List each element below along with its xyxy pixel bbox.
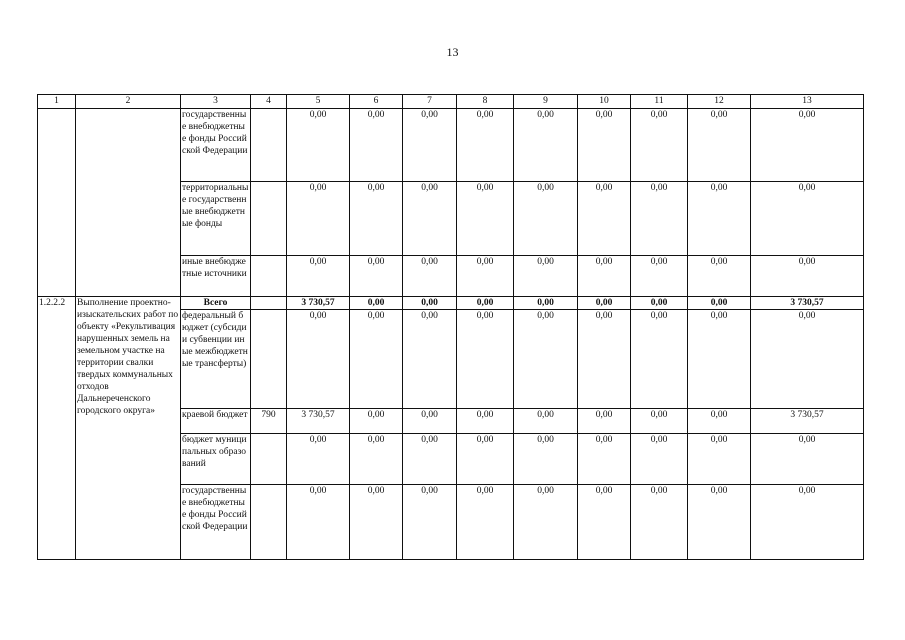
value-cell: 0,00 — [457, 109, 514, 182]
header-cell: 2 — [76, 95, 181, 109]
value-cell: 0,00 — [287, 434, 350, 485]
value-cell: 0,00 — [631, 256, 688, 297]
funding-source-cell: территориальные государственные внебюджетные фонды — [181, 182, 251, 256]
value-cell: 0,00 — [457, 297, 514, 310]
value-cell: 0,00 — [688, 297, 751, 310]
header-row — [38, 95, 864, 109]
value-cell: 0,00 — [514, 256, 578, 297]
value-cell: 0,00 — [403, 409, 457, 434]
value-cell: 0,00 — [578, 109, 631, 182]
value-cell: 0,00 — [457, 310, 514, 409]
value-cell: 0,00 — [403, 485, 457, 560]
code-cell — [251, 297, 287, 310]
value-cell: 0,00 — [631, 310, 688, 409]
value-cell: 0,00 — [457, 182, 514, 256]
value-cell: 0,00 — [403, 297, 457, 310]
item-name-cell: Выполнение проектно-изыскательских работ по объекту «Рекультивация нарушенных земель на земельном участке на территории свалки твердых коммунальных отходов Дальнереченского городского округа» — [76, 297, 181, 560]
funding-source-cell: государственные внебюджетные фонды Российской Федерации — [181, 109, 251, 182]
header-cell: 8 — [457, 95, 514, 109]
value-cell: 0,00 — [287, 109, 350, 182]
value-cell: 0,00 — [578, 485, 631, 560]
value-cell: 0,00 — [631, 434, 688, 485]
code-cell — [251, 182, 287, 256]
value-cell: 0,00 — [688, 256, 751, 297]
budget-table — [37, 94, 864, 560]
row-number-cell — [38, 109, 76, 297]
value-cell: 0,00 — [631, 182, 688, 256]
value-cell: 0,00 — [457, 485, 514, 560]
value-cell: 0,00 — [631, 409, 688, 434]
value-cell: 0,00 — [631, 109, 688, 182]
value-cell: 0,00 — [751, 109, 864, 182]
value-cell: 0,00 — [403, 256, 457, 297]
value-cell: 0,00 — [751, 434, 864, 485]
value-cell: 0,00 — [514, 409, 578, 434]
value-cell: 0,00 — [287, 256, 350, 297]
value-cell: 0,00 — [403, 182, 457, 256]
header-cell: 6 — [350, 95, 403, 109]
header-cell: 1 — [38, 95, 76, 109]
value-cell: 0,00 — [350, 297, 403, 310]
total-label-cell: Всего — [181, 297, 251, 310]
value-cell: 0,00 — [403, 109, 457, 182]
value-cell: 0,00 — [514, 434, 578, 485]
value-cell: 0,00 — [688, 310, 751, 409]
value-cell: 0,00 — [751, 485, 864, 560]
value-cell: 0,00 — [631, 485, 688, 560]
value-cell: 0,00 — [514, 485, 578, 560]
value-cell: 0,00 — [688, 109, 751, 182]
item-number-cell: 1.2.2.2 — [38, 297, 76, 560]
value-cell: 0,00 — [403, 310, 457, 409]
header-cell: 11 — [631, 95, 688, 109]
value-cell: 0,00 — [688, 182, 751, 256]
page-number: 13 — [446, 45, 459, 59]
value-cell: 0,00 — [751, 310, 864, 409]
value-cell: 0,00 — [514, 182, 578, 256]
funding-source-cell: бюджет муниципальных образований — [181, 434, 251, 485]
value-cell: 0,00 — [751, 182, 864, 256]
value-cell: 0,00 — [688, 409, 751, 434]
value-cell: 0,00 — [403, 434, 457, 485]
value-cell: 0,00 — [688, 434, 751, 485]
value-cell: 0,00 — [350, 409, 403, 434]
funding-source-cell: иные внебюджетные источники — [181, 256, 251, 297]
value-cell: 0,00 — [514, 109, 578, 182]
value-cell: 3 730,57 — [751, 409, 864, 434]
header-cell: 4 — [251, 95, 287, 109]
code-cell — [251, 256, 287, 297]
value-cell: 0,00 — [350, 434, 403, 485]
funding-source-cell: государственные внебюджетные фонды Российской Федерации — [181, 485, 251, 560]
item-name-cell — [76, 109, 181, 297]
value-cell: 0,00 — [287, 182, 350, 256]
header-cell: 9 — [514, 95, 578, 109]
code-cell — [251, 434, 287, 485]
value-cell: 0,00 — [578, 182, 631, 256]
value-cell: 0,00 — [751, 256, 864, 297]
funding-source-cell: краевой бюджет — [181, 409, 251, 434]
value-cell: 0,00 — [578, 297, 631, 310]
table-row — [38, 109, 864, 182]
code-cell: 790 — [251, 409, 287, 434]
value-cell: 3 730,57 — [287, 297, 350, 310]
code-cell — [251, 109, 287, 182]
header-cell: 10 — [578, 95, 631, 109]
value-cell: 0,00 — [457, 409, 514, 434]
value-cell: 0,00 — [514, 297, 578, 310]
header-cell: 3 — [181, 95, 251, 109]
header-cell: 7 — [403, 95, 457, 109]
value-cell: 0,00 — [350, 485, 403, 560]
value-cell: 0,00 — [350, 182, 403, 256]
value-cell: 0,00 — [578, 310, 631, 409]
value-cell: 0,00 — [350, 256, 403, 297]
value-cell: 0,00 — [287, 485, 350, 560]
value-cell: 0,00 — [631, 297, 688, 310]
value-cell: 0,00 — [578, 409, 631, 434]
value-cell: 3 730,57 — [751, 297, 864, 310]
value-cell: 0,00 — [287, 310, 350, 409]
value-cell: 0,00 — [350, 310, 403, 409]
value-cell: 0,00 — [457, 256, 514, 297]
table-row — [38, 297, 864, 310]
value-cell: 0,00 — [578, 434, 631, 485]
value-cell: 0,00 — [350, 109, 403, 182]
code-cell — [251, 485, 287, 560]
value-cell: 0,00 — [688, 485, 751, 560]
header-cell: 13 — [751, 95, 864, 109]
value-cell: 0,00 — [514, 310, 578, 409]
value-cell: 3 730,57 — [287, 409, 350, 434]
funding-source-cell: федеральный бюджет (субсидии субвенции иные межбюджетные трансферты) — [181, 310, 251, 409]
header-cell: 12 — [688, 95, 751, 109]
value-cell: 0,00 — [457, 434, 514, 485]
code-cell — [251, 310, 287, 409]
value-cell: 0,00 — [578, 256, 631, 297]
header-cell: 5 — [287, 95, 350, 109]
